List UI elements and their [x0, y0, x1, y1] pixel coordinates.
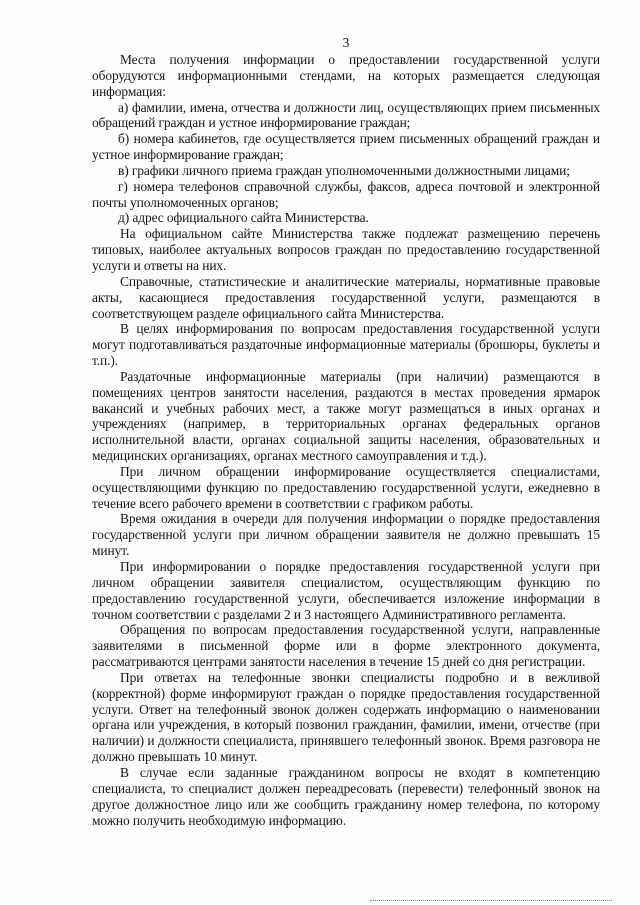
footer-dotted-rule [370, 900, 612, 901]
list-item-v: в) графики личного приема граждан уполномоченными должностными лицами; [118, 162, 570, 178]
list-item-d: д) адрес официального сайта Министерства. [118, 210, 369, 226]
paragraph-phone-calls: При ответах на телефонные звонки специалисты подробно и в вежливой (корректной) форме информируют граждан о порядке предоставления государственной услуги. Ответ на телефонный звонок должен содержать информацию о наименовании органа или учреждения, в который позвонил гражданин, фамилии, имени, отчестве (при наличии) и должности специалиста, принявшего телефонный звонок. Время разговора не должно превышать 10 минут. [92, 669, 600, 765]
paragraph-informing-procedure: При информировании о порядке предоставления государственной услуги при личном обращении заявителя специалистом, осуществляющим функцию по предоставлению государственной услуги, обеспечивается изложение информации в точном соответствии с разделами 2 и 3 настоящего Административного регламента. [92, 559, 600, 622]
list-item-g: г) номера телефонов справочной службы, факсов, адреса почтовой и электронной почты уполномоченных органов; [92, 178, 600, 210]
paragraph-waiting-time: Время ожидания в очереди для получения информации о порядке предоставления государственной услуги при личном обращении заявителя не должно превышать 15 минут. [92, 511, 600, 559]
paragraph-info-stands: Места получения информации о предоставлении государственной услуги оборудуются информационными стендами, на которых размещается следующая информация: [92, 52, 600, 99]
paragraph-handout-placement: Раздаточные информационные материалы (при наличии) размещаются в помещениях центров занятости населения, раздаются в местах проведения ярмарок вакансий и учебных рабочих мест, а также могут размещаться в иных органах и учреждениях (например, в территориальных органах федеральных органов исполнительной власти, органах социальной защиты населения, образовательных и медицинских организациях, органах местного самоуправления и т.д.). [92, 368, 600, 464]
paragraph-personal-visit: При личном обращении информирование осуществляется специалистами, осуществляющими функцию по предоставлению государственной услуги, ежедневно в течение всего рабочего времени в соответствии с графиком работы. [92, 463, 600, 511]
paragraph-handouts: В целях информирования по вопросам предоставления государственной услуги могут подготавливаться раздаточные информационные материалы (брошюры, буклеты и т.п.). [92, 321, 600, 369]
list-item-a: а) фамилии, имена, отчества и должности лиц, осуществляющих прием письменных обращений граждан и устное информирование граждан; [92, 99, 600, 131]
paragraph-redirect-call: В случае если заданные гражданином вопросы не входят в компетенцию специалиста, то специалист должен переадресовать (перевести) телефонный звонок на другое должностное лицо или же сообщить гражданину номер телефона, по которому можно получить необходимую информацию. [92, 764, 600, 828]
paragraph-official-site: На официальном сайте Министерства также подлежат размещению перечень типовых, наиболее актуальных вопросов граждан по предоставлению государственной услуги и ответы на них. [92, 226, 600, 273]
document-body [92, 52, 600, 828]
page-number: 3 [342, 35, 350, 50]
paragraph-written-requests: Обращения по вопросам предоставления государственной услуги, направленные заявителями в письменной форме или в форме электронного документа, рассматриваются центрами занятости населения в течение 15 дней со дня регистрации. [92, 622, 600, 670]
paragraph-reference-materials: Справочные, статистические и аналитические материалы, нормативные правовые акты, касающиеся предоставления государственной услуги, размещаются в соответствующем разделе официального сайта Министерства. [92, 273, 600, 321]
list-item-b: б) номера кабинетов, где осуществляется прием письменных обращений граждан и устное информирование граждан; [92, 131, 600, 163]
